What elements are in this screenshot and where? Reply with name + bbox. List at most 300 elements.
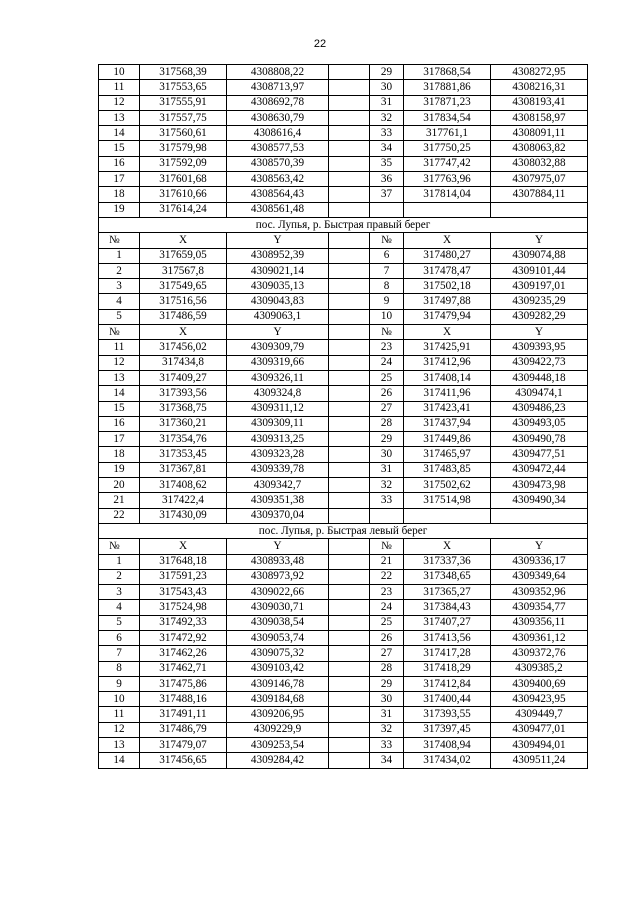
y-cell: 4309206,95 [227, 707, 329, 722]
num-cell: 1 [99, 554, 140, 569]
num-cell: 15 [99, 141, 140, 156]
table-row [99, 661, 588, 676]
x-cell: 317434,8 [140, 355, 227, 370]
gap-cell [329, 753, 370, 768]
x-cell: 317449,86 [404, 432, 491, 447]
num-cell: № [370, 325, 404, 340]
table-row [99, 753, 588, 768]
y-cell: 4309486,23 [491, 401, 588, 416]
table-row [99, 156, 588, 171]
table-row [99, 110, 588, 125]
gap-cell [329, 478, 370, 493]
gap-cell [329, 615, 370, 630]
y-cell: 4308563,42 [227, 172, 329, 187]
gap-cell [329, 65, 370, 80]
num-cell: 35 [370, 156, 404, 171]
y-cell: 4309361,12 [491, 630, 588, 645]
y-cell: Y [491, 325, 588, 340]
num-cell: 18 [99, 447, 140, 462]
x-cell: 317418,29 [404, 661, 491, 676]
x-cell: 317384,43 [404, 600, 491, 615]
num-cell: 30 [370, 692, 404, 707]
gap-cell [329, 432, 370, 447]
gap-cell [329, 233, 370, 248]
y-cell [491, 202, 588, 217]
y-cell: 4309282,29 [491, 309, 588, 324]
gap-cell [329, 279, 370, 294]
x-cell: 317750,25 [404, 141, 491, 156]
num-cell: 23 [370, 340, 404, 355]
table-row [99, 202, 588, 217]
x-cell: 317423,41 [404, 401, 491, 416]
gap-cell [329, 95, 370, 110]
num-cell: 9 [99, 676, 140, 691]
num-cell: 29 [370, 65, 404, 80]
x-cell: 317412,96 [404, 355, 491, 370]
table-row [99, 325, 588, 340]
x-cell: 317367,81 [140, 462, 227, 477]
gap-cell [329, 126, 370, 141]
x-cell: 317648,18 [140, 554, 227, 569]
x-cell: 317368,75 [140, 401, 227, 416]
table-row [99, 80, 588, 95]
x-cell: 317397,45 [404, 722, 491, 737]
x-cell: 317492,33 [140, 615, 227, 630]
table-row [99, 263, 588, 278]
table-row [99, 722, 588, 737]
x-cell: 317456,65 [140, 753, 227, 768]
y-cell: 4309229,9 [227, 722, 329, 737]
x-cell: 317430,09 [140, 508, 227, 523]
x-cell: 317568,39 [140, 65, 227, 80]
gap-cell [329, 187, 370, 202]
gap-cell [329, 263, 370, 278]
x-cell: 317479,07 [140, 738, 227, 753]
x-cell: 317592,09 [140, 156, 227, 171]
x-cell: 317834,54 [404, 110, 491, 125]
num-cell: 34 [370, 141, 404, 156]
y-cell: 4309146,78 [227, 676, 329, 691]
x-cell: 317553,65 [140, 80, 227, 95]
table-row [99, 294, 588, 309]
y-cell: 4308713,97 [227, 80, 329, 95]
table-row [99, 95, 588, 110]
x-cell: 317491,11 [140, 707, 227, 722]
x-cell: 317514,98 [404, 493, 491, 508]
gap-cell [329, 325, 370, 340]
y-cell: 4309184,68 [227, 692, 329, 707]
gap-cell [329, 110, 370, 125]
table-row [99, 416, 588, 431]
table-row [99, 340, 588, 355]
gap-cell [329, 401, 370, 416]
x-cell: 317475,86 [140, 676, 227, 691]
y-cell: 4309313,25 [227, 432, 329, 447]
y-cell: 4308933,48 [227, 554, 329, 569]
x-cell: 317591,23 [140, 569, 227, 584]
num-cell: 30 [370, 447, 404, 462]
y-cell: 4309324,8 [227, 386, 329, 401]
num-cell: 28 [370, 416, 404, 431]
gap-cell [329, 493, 370, 508]
num-cell: 23 [370, 585, 404, 600]
num-cell: 22 [370, 569, 404, 584]
y-cell: 4309400,69 [491, 676, 588, 691]
x-cell: X [404, 325, 491, 340]
gap-cell [329, 462, 370, 477]
num-cell [370, 202, 404, 217]
x-cell: 317488,16 [140, 692, 227, 707]
x-cell: 317814,04 [404, 187, 491, 202]
num-cell: 11 [99, 80, 140, 95]
x-cell: 317422,4 [140, 493, 227, 508]
num-cell: 27 [370, 646, 404, 661]
y-cell: 4309030,71 [227, 600, 329, 615]
table-row [99, 692, 588, 707]
y-cell: 4309352,96 [491, 585, 588, 600]
y-cell: 4309339,78 [227, 462, 329, 477]
num-cell: 19 [99, 202, 140, 217]
num-cell: 31 [370, 462, 404, 477]
y-cell: 4309035,13 [227, 279, 329, 294]
y-cell: 4308630,79 [227, 110, 329, 125]
num-cell: 11 [99, 707, 140, 722]
y-cell: 4308570,39 [227, 156, 329, 171]
y-cell: 4309370,04 [227, 508, 329, 523]
num-cell: 10 [99, 692, 140, 707]
table-row [99, 493, 588, 508]
x-cell [404, 508, 491, 523]
table-row [99, 172, 588, 187]
num-cell: 20 [99, 478, 140, 493]
y-cell: 4309372,76 [491, 646, 588, 661]
num-cell: 4 [99, 294, 140, 309]
x-cell: X [140, 233, 227, 248]
y-cell: 4309351,38 [227, 493, 329, 508]
y-cell: 4309309,11 [227, 416, 329, 431]
x-cell: 317462,71 [140, 661, 227, 676]
y-cell: Y [227, 325, 329, 340]
table-row [99, 738, 588, 753]
y-cell: 4309063,1 [227, 309, 329, 324]
y-cell: 4309448,18 [491, 370, 588, 385]
num-cell: 15 [99, 401, 140, 416]
x-cell: 317610,66 [140, 187, 227, 202]
num-cell: 8 [99, 661, 140, 676]
section-title: пос. Лупья, р. Быстрая правый берег [99, 217, 588, 232]
x-cell: 317479,94 [404, 309, 491, 324]
x-cell: 317659,05 [140, 248, 227, 263]
num-cell: 8 [370, 279, 404, 294]
y-cell: 4309101,44 [491, 263, 588, 278]
table-row [99, 676, 588, 691]
x-cell: X [404, 539, 491, 554]
num-cell: 21 [99, 493, 140, 508]
num-cell: 19 [99, 462, 140, 477]
y-cell: 4309336,17 [491, 554, 588, 569]
y-cell: 4309043,83 [227, 294, 329, 309]
gap-cell [329, 600, 370, 615]
x-cell: 317502,18 [404, 279, 491, 294]
x-cell: 317516,56 [140, 294, 227, 309]
gap-cell [329, 630, 370, 645]
y-cell: 4309423,95 [491, 692, 588, 707]
table-row [99, 554, 588, 569]
num-cell: 27 [370, 401, 404, 416]
num-cell: 26 [370, 630, 404, 645]
y-cell: 4309490,78 [491, 432, 588, 447]
x-cell: 317417,28 [404, 646, 491, 661]
y-cell: 4309022,66 [227, 585, 329, 600]
y-cell: 4308158,97 [491, 110, 588, 125]
num-cell: 2 [99, 569, 140, 584]
num-cell: 14 [99, 386, 140, 401]
gap-cell [329, 294, 370, 309]
x-cell: 317763,96 [404, 172, 491, 187]
x-cell: 317761,1 [404, 126, 491, 141]
x-cell: 317483,85 [404, 462, 491, 477]
num-cell: 11 [99, 340, 140, 355]
gap-cell [329, 707, 370, 722]
num-cell: 14 [99, 126, 140, 141]
gap-cell [329, 416, 370, 431]
table-row [99, 600, 588, 615]
y-cell: Y [491, 233, 588, 248]
gap-cell [329, 661, 370, 676]
gap-cell [329, 202, 370, 217]
num-cell: 17 [99, 172, 140, 187]
x-cell: 317353,45 [140, 447, 227, 462]
x-cell: 317408,14 [404, 370, 491, 385]
y-cell: 4308063,82 [491, 141, 588, 156]
num-cell: 30 [370, 80, 404, 95]
y-cell: 4309311,12 [227, 401, 329, 416]
table-row [99, 462, 588, 477]
x-cell: 317560,61 [140, 126, 227, 141]
x-cell: 317543,43 [140, 585, 227, 600]
x-cell: 317871,23 [404, 95, 491, 110]
x-cell: X [404, 233, 491, 248]
x-cell: 317434,02 [404, 753, 491, 768]
y-cell: 4308577,53 [227, 141, 329, 156]
num-cell: 32 [370, 722, 404, 737]
y-cell: 4309472,44 [491, 462, 588, 477]
y-cell: 4308564,43 [227, 187, 329, 202]
x-cell: 317456,02 [140, 340, 227, 355]
gap-cell [329, 539, 370, 554]
section-title-row [99, 217, 588, 232]
num-cell: 10 [370, 309, 404, 324]
num-cell [370, 508, 404, 523]
x-cell: 317524,98 [140, 600, 227, 615]
num-cell: 37 [370, 187, 404, 202]
y-cell: 4309309,79 [227, 340, 329, 355]
table-row [99, 447, 588, 462]
y-cell: 4309075,32 [227, 646, 329, 661]
num-cell: 6 [99, 630, 140, 645]
y-cell: 4308616,4 [227, 126, 329, 141]
x-cell: 317502,62 [404, 478, 491, 493]
y-cell: 4309493,05 [491, 416, 588, 431]
section-title-row [99, 523, 588, 538]
table-row [99, 141, 588, 156]
x-cell: 317408,62 [140, 478, 227, 493]
y-cell: 4309385,2 [491, 661, 588, 676]
x-cell: 317437,94 [404, 416, 491, 431]
table-row [99, 630, 588, 645]
num-cell: 34 [370, 753, 404, 768]
num-cell: № [370, 233, 404, 248]
num-cell: 9 [370, 294, 404, 309]
y-cell: 4309477,01 [491, 722, 588, 737]
y-cell: 4309074,88 [491, 248, 588, 263]
y-cell: Y [227, 539, 329, 554]
y-cell: 4309319,66 [227, 355, 329, 370]
gap-cell [329, 309, 370, 324]
table-row [99, 569, 588, 584]
num-cell: 22 [99, 508, 140, 523]
gap-cell [329, 141, 370, 156]
y-cell: 4307884,11 [491, 187, 588, 202]
y-cell: 4309477,51 [491, 447, 588, 462]
section-title: пос. Лупья, р. Быстрая левый берег [99, 523, 588, 538]
y-cell: 4309053,74 [227, 630, 329, 645]
num-cell: 29 [370, 676, 404, 691]
num-cell: 25 [370, 370, 404, 385]
num-cell: 32 [370, 478, 404, 493]
y-cell: 4309494,01 [491, 738, 588, 753]
num-cell: 12 [99, 355, 140, 370]
num-cell: 36 [370, 172, 404, 187]
table-row [99, 432, 588, 447]
num-cell: 6 [370, 248, 404, 263]
y-cell: 4308091,11 [491, 126, 588, 141]
num-cell: 29 [370, 432, 404, 447]
num-cell: 24 [370, 355, 404, 370]
table-row [99, 585, 588, 600]
y-cell: 4309349,64 [491, 569, 588, 584]
x-cell: 317365,27 [404, 585, 491, 600]
y-cell: 4309021,14 [227, 263, 329, 278]
y-cell: 4309253,54 [227, 738, 329, 753]
y-cell: 4309038,54 [227, 615, 329, 630]
table-row [99, 478, 588, 493]
y-cell: 4309342,7 [227, 478, 329, 493]
num-cell: 18 [99, 187, 140, 202]
table-row [99, 187, 588, 202]
x-cell: 317478,47 [404, 263, 491, 278]
table-row [99, 508, 588, 523]
x-cell: 317480,27 [404, 248, 491, 263]
gap-cell [329, 722, 370, 737]
num-cell: 21 [370, 554, 404, 569]
x-cell: 317348,65 [404, 569, 491, 584]
num-cell: 31 [370, 707, 404, 722]
x-cell: 317465,97 [404, 447, 491, 462]
x-cell: 317557,75 [140, 110, 227, 125]
x-cell: 317393,56 [140, 386, 227, 401]
y-cell: 4309473,98 [491, 478, 588, 493]
y-cell: 4308032,88 [491, 156, 588, 171]
y-cell: 4309422,73 [491, 355, 588, 370]
x-cell: 317412,84 [404, 676, 491, 691]
gap-cell [329, 370, 370, 385]
y-cell: 4309197,01 [491, 279, 588, 294]
table-row [99, 615, 588, 630]
num-cell: 16 [99, 156, 140, 171]
y-cell: 4308561,48 [227, 202, 329, 217]
table-row [99, 233, 588, 248]
num-cell: 13 [99, 370, 140, 385]
x-cell: 317400,44 [404, 692, 491, 707]
table-row [99, 539, 588, 554]
gap-cell [329, 340, 370, 355]
num-cell: № [99, 325, 140, 340]
x-cell: 317408,94 [404, 738, 491, 753]
y-cell: 4308193,41 [491, 95, 588, 110]
num-cell: 12 [99, 722, 140, 737]
num-cell: 3 [99, 279, 140, 294]
x-cell: 317549,65 [140, 279, 227, 294]
x-cell: 317486,79 [140, 722, 227, 737]
x-cell: X [140, 325, 227, 340]
gap-cell [329, 738, 370, 753]
y-cell: Y [491, 539, 588, 554]
num-cell: 3 [99, 585, 140, 600]
x-cell: 317868,54 [404, 65, 491, 80]
x-cell: 317337,36 [404, 554, 491, 569]
num-cell: 7 [370, 263, 404, 278]
num-cell: 28 [370, 661, 404, 676]
table-row [99, 355, 588, 370]
table-row [99, 279, 588, 294]
gap-cell [329, 569, 370, 584]
x-cell: 317555,91 [140, 95, 227, 110]
table-row [99, 386, 588, 401]
x-cell: 317601,68 [140, 172, 227, 187]
num-cell: 33 [370, 126, 404, 141]
num-cell: 24 [370, 600, 404, 615]
num-cell: 5 [99, 309, 140, 324]
y-cell [491, 508, 588, 523]
table-row [99, 646, 588, 661]
x-cell: 317747,42 [404, 156, 491, 171]
num-cell: 13 [99, 110, 140, 125]
table-row [99, 65, 588, 80]
y-cell: 4309326,11 [227, 370, 329, 385]
gap-cell [329, 386, 370, 401]
y-cell: 4309449,7 [491, 707, 588, 722]
coordinates-table [98, 64, 588, 769]
y-cell: 4309284,42 [227, 753, 329, 768]
y-cell: 4307975,07 [491, 172, 588, 187]
num-cell: 17 [99, 432, 140, 447]
y-cell: 4308973,92 [227, 569, 329, 584]
num-cell: 4 [99, 600, 140, 615]
x-cell: X [140, 539, 227, 554]
x-cell: 317497,88 [404, 294, 491, 309]
y-cell: 4309235,29 [491, 294, 588, 309]
num-cell: 31 [370, 95, 404, 110]
y-cell: 4308692,78 [227, 95, 329, 110]
y-cell: 4309490,34 [491, 493, 588, 508]
num-cell: № [99, 539, 140, 554]
x-cell: 317462,26 [140, 646, 227, 661]
num-cell: 7 [99, 646, 140, 661]
num-cell: 33 [370, 493, 404, 508]
y-cell: 4309356,11 [491, 615, 588, 630]
gap-cell [329, 646, 370, 661]
